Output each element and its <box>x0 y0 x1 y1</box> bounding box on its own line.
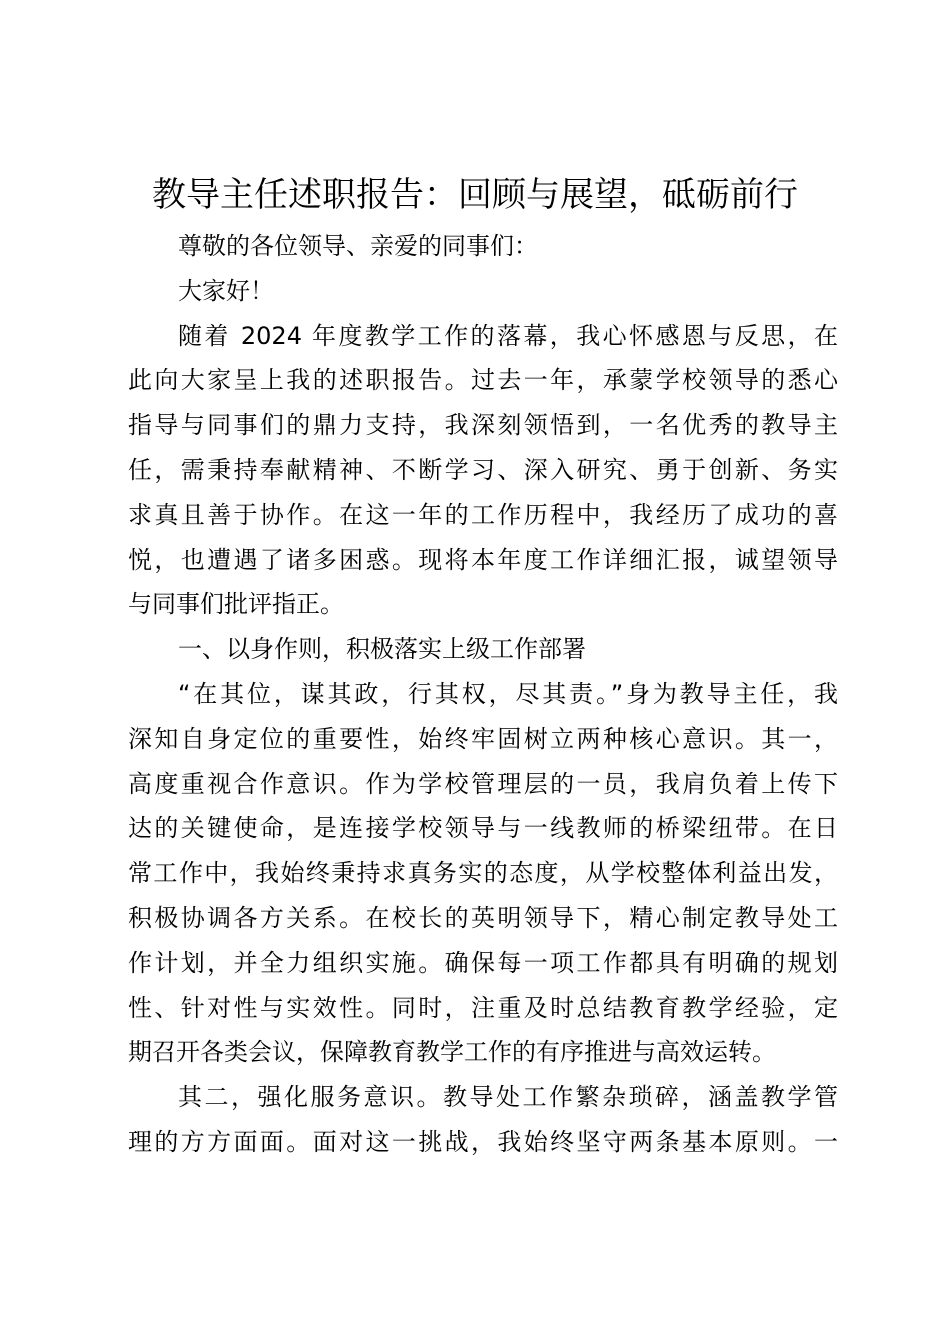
paragraph-line: 性、针对性与实效性。同时，注重及时总结教育教学经验，定 <box>128 993 838 1022</box>
paragraph-line: 此向大家呈上我的述职报告。过去一年，承蒙学校领导的悉心 <box>128 366 838 395</box>
paragraph-line: 悦，也遭遇了诸多困惑。现将本年度工作详细汇报，诚望领导 <box>128 545 838 574</box>
paragraph-line: 其二，强化服务意识。教导处工作繁杂琐碎，涵盖教学管 <box>178 1083 838 1112</box>
paragraph-line: 达的关键使命，是连接学校领导与一线教师的桥梁纽带。在日 <box>128 814 838 843</box>
paragraph-line: 求真且善于协作。在这一年的工作历程中，我经历了成功的喜 <box>128 500 838 529</box>
paragraph-line: 深知自身定位的重要性，始终牢固树立两种核心意识。其一， <box>128 724 838 753</box>
document-body <box>128 224 838 1165</box>
section-heading: 一、以身作则，积极落实上级工作部署 <box>178 635 586 664</box>
paragraph-line: 积极协调各方关系。在校长的英明领导下，精心制定教导处工 <box>128 903 838 932</box>
paragraph-line: 与同事们批评指正。 <box>128 590 344 619</box>
paragraph-line: 指导与同事们的鼎力支持，我深刻领悟到，一名优秀的教导主 <box>128 411 838 440</box>
paragraph-line: 作计划，并全力组织实施。确保每一项工作都具有明确的规划 <box>128 948 838 977</box>
paragraph-line: 常工作中，我始终秉持求真务实的态度，从学校整体利益出发， <box>128 859 838 888</box>
paragraph-line: 理的方方面面。面对这一挑战，我始终坚守两条基本原则。一 <box>128 1127 838 1156</box>
paragraph-line: 期召开各类会议，保障教育教学工作的有序推进与高效运转。 <box>128 1038 776 1067</box>
paragraph-line: 高度重视合作意识。作为学校管理层的一员，我肩负着上传下 <box>128 769 838 798</box>
greeting-line: 大家好！ <box>178 276 274 305</box>
paragraph-line: “在其位，谋其政，行其权，尽其责。”身为教导主任，我 <box>178 679 838 708</box>
document-title: 教导主任述职报告：回顾与展望，砥砺前行 <box>152 175 798 215</box>
salutation-line: 尊敬的各位领导、亲爱的同事们： <box>178 232 538 260</box>
paragraph-line: 随着 2024 年度教学工作的落幕，我心怀感恩与反思，在 <box>178 321 838 350</box>
paragraph-line: 任，需秉持奉献精神、不断学习、深入研究、勇于创新、务实 <box>128 455 838 484</box>
